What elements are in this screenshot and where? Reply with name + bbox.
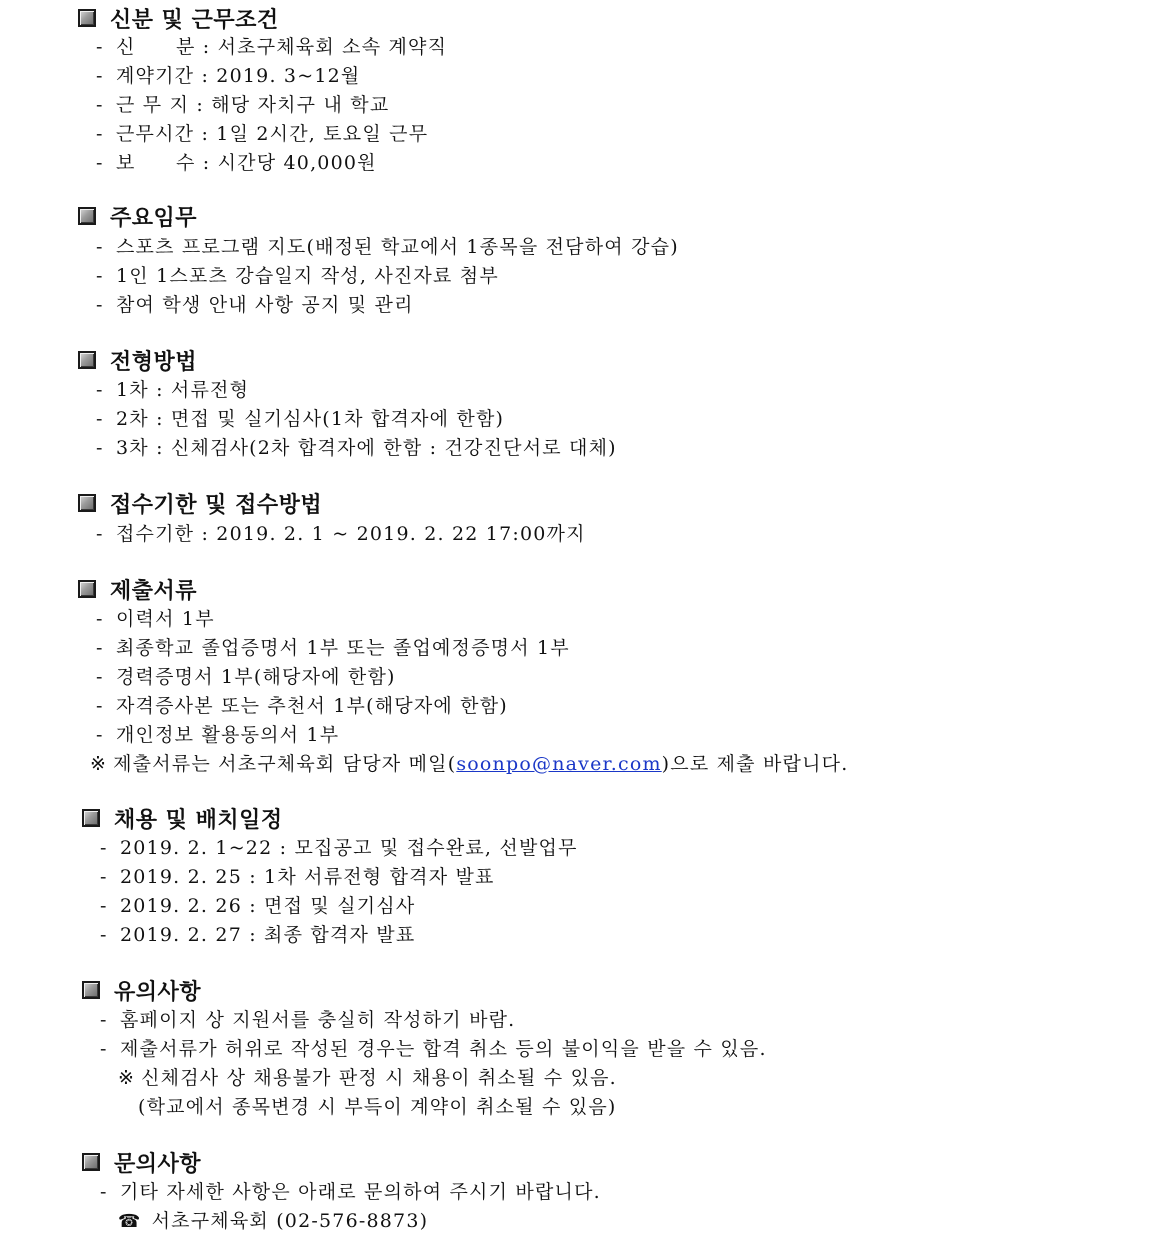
contact-text: 서초구체육회 (02-576-8873) [151,1210,429,1232]
list-item: - 계약기간 : 2019. 3~12월 [96,65,361,87]
square-bullet-icon [82,981,100,999]
list-item: - 2019. 2. 1~22 : 모집공고 및 접수완료, 선발업무 [100,837,578,859]
list-item: - 1차 : 서류전형 [96,379,250,401]
list-item: - 2019. 2. 25 : 1차 서류전형 합격자 발표 [100,866,495,888]
section-heading [78,573,197,605]
reference-mark: ※ [118,1067,136,1089]
section-heading [78,200,197,232]
section-heading [78,487,322,519]
section-title: 채용 및 배치일정 [114,806,283,833]
list-item: - 기타 자세한 사항은 아래로 문의하여 주시기 바랍니다. [100,1181,601,1203]
list-item: - 참여 학생 안내 사항 공지 및 관리 [96,294,414,316]
contact-line [118,1207,428,1236]
reference-mark: ※ [90,753,108,775]
list-item: - 최종학교 졸업증명서 1부 또는 졸업예정증명서 1부 [96,637,570,659]
precaution-note: ※ 신체검사 상 채용불가 판정 시 채용이 취소될 수 있음. [118,1064,617,1093]
section-title: 문의사항 [114,1150,202,1177]
section-title: 신분 및 근무조건 [110,6,279,33]
section-title: 유의사항 [114,978,202,1005]
precaution-subnote: (학교에서 종목변경 시 부득이 계약이 취소될 수 있음) [138,1096,617,1118]
section-heading [82,802,283,834]
section-title: 접수기한 및 접수방법 [110,491,323,518]
section-title: 주요임무 [110,204,198,231]
section-heading [78,2,279,34]
square-bullet-icon [82,809,100,827]
list-item: - 개인정보 활용동의서 1부 [96,724,340,746]
phone-icon: ☎ [118,1211,142,1232]
list-item: - 제출서류가 허위로 작성된 경우는 합격 취소 등의 불이익을 받을 수 있음. [100,1038,767,1060]
list-item: - 근 무 지 : 해당 자치구 내 학교 [96,94,390,116]
list-item: - 2019. 2. 26 : 면접 및 실기심사 [100,895,416,917]
section-heading [82,974,201,1006]
section-title: 전형방법 [110,348,198,375]
square-bullet-icon [78,207,96,225]
list-item: - 2019. 2. 27 : 최종 합격자 발표 [100,924,416,946]
email-link[interactable]: soonpo@naver.com [456,753,662,775]
square-bullet-icon [78,494,96,512]
list-item: - 근무시간 : 1일 2시간, 토요일 근무 [96,123,429,145]
list-item: - 신 분 : 서초구체육회 소속 계약직 [96,36,448,58]
list-item: - 보 수 : 시간당 40,000원 [96,152,377,174]
list-item: - 자격증사본 또는 추천서 1부(해당자에 한함) [96,695,508,717]
section-heading [82,1146,201,1178]
list-item: - 스포츠 프로그램 지도(배정된 학교에서 1종목을 전담하여 강습) [96,236,679,258]
list-item: - 경력증명서 1부(해당자에 한함) [96,666,396,688]
list-item: - 이력서 1부 [96,608,215,630]
section-title: 제출서류 [110,577,198,604]
list-item: - 1인 1스포츠 강습일지 작성, 사진자료 첨부 [96,265,499,287]
square-bullet-icon [78,580,96,598]
list-item: - 홈페이지 상 지원서를 충실히 작성하기 바람. [100,1009,516,1031]
section-heading [78,344,197,376]
list-item: - 2차 : 면접 및 실기심사(1차 합격자에 한함) [96,408,505,430]
submission-note: ※ 제출서류는 서초구체육회 담당자 메일(soonpo@naver.com)으로 제출 바랍니다. [90,750,848,779]
square-bullet-icon [78,9,96,27]
list-item: - 접수기한 : 2019. 2. 1 ~ 2019. 2. 22 17:00까지 [96,523,586,545]
square-bullet-icon [78,351,96,369]
square-bullet-icon [82,1153,100,1171]
list-item: - 3차 : 신체검사(2차 합격자에 한함 : 건강진단서로 대체) [96,437,617,459]
